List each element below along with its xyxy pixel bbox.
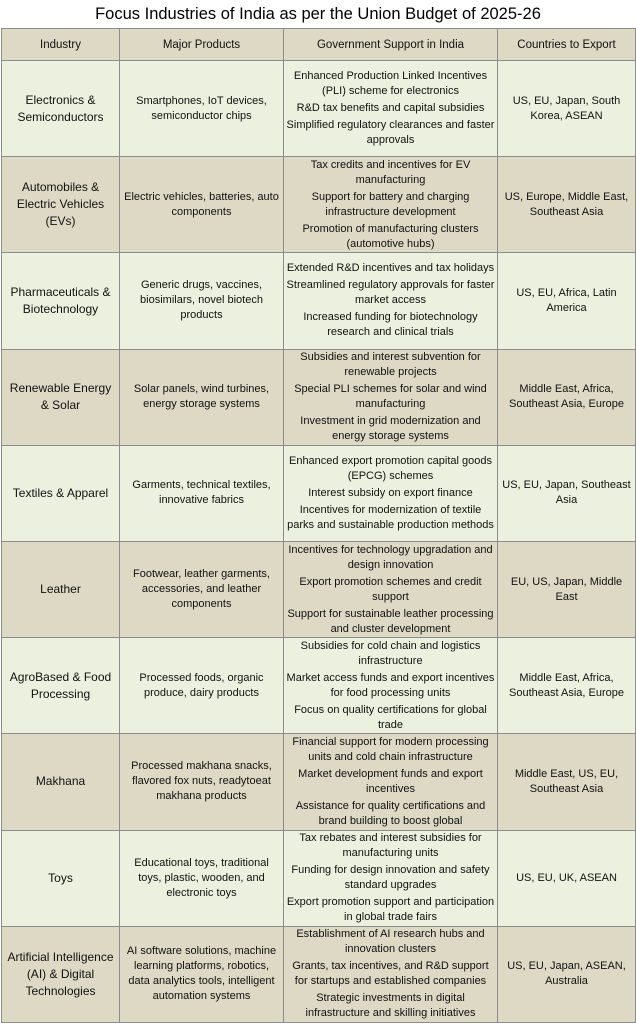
support-item: Assistance for quality certifications and brand building to boost global	[295, 799, 486, 827]
support-cell	[284, 157, 498, 253]
header-countries-to-export: Countries to Export	[498, 29, 636, 61]
support-item: Export promotion support and participation in global trade fairs	[286, 896, 495, 924]
products-cell: Footwear, leather garments, accessories, and leather components	[120, 541, 284, 637]
support-cell	[284, 445, 498, 541]
industry-cell: Textiles & Apparel	[2, 445, 120, 541]
support-item: Streamlined regulatory approvals for faster market access	[286, 279, 495, 307]
countries-cell: US, EU, UK, ASEAN	[498, 830, 636, 926]
support-cell	[284, 638, 498, 734]
table-row	[2, 61, 636, 157]
support-cell	[284, 830, 498, 926]
header-row	[2, 29, 636, 61]
support-item: Incentives for modernization of textile parks and sustainable production methods	[287, 503, 494, 531]
table-row	[2, 830, 636, 926]
industry-cell: Renewable Energy & Solar	[2, 349, 120, 445]
support-item: Grants, tax incentives, and R&D support for startups and established companies	[292, 960, 489, 988]
support-item: Focus on quality certifications for global trade	[294, 703, 487, 731]
support-cell	[284, 926, 498, 1022]
countries-cell: EU, US, Japan, Middle East	[498, 541, 636, 637]
countries-cell: US, Europe, Middle East, Southeast Asia	[498, 157, 636, 253]
support-item: R&D tax benefits and capital subsidies	[296, 102, 485, 115]
industry-cell: Makhana	[2, 734, 120, 830]
support-item: Subsidies for cold chain and logistics infrastructure	[300, 639, 481, 667]
support-item: Support for sustainable leather processing and cluster development	[287, 607, 494, 635]
support-item: Special PLI schemes for solar and wind manufacturing	[294, 383, 487, 411]
support-cell	[284, 734, 498, 830]
countries-cell: Middle East, Africa, Southeast Asia, Europe	[498, 349, 636, 445]
support-item: Investment in grid modernization and energy storage systems	[300, 415, 481, 443]
products-cell: AI software solutions, machine learning platforms, robotics, data analytics tools, intelligent automation systems	[120, 926, 284, 1022]
products-cell: Solar panels, wind turbines, energy storage systems	[120, 349, 284, 445]
industry-cell: Automobiles & Electric Vehicles (EVs)	[2, 157, 120, 253]
countries-cell: US, EU, Japan, Southeast Asia	[498, 445, 636, 541]
support-item: Tax rebates and interest subsidies for manufacturing units	[299, 832, 482, 860]
support-item: Incentives for technology upgradation and design innovation	[288, 543, 493, 571]
page-title: Focus Industries of India as per the Union Budget of 2025-26	[95, 5, 541, 23]
countries-cell: Middle East, US, EU, Southeast Asia	[498, 734, 636, 830]
table-row	[2, 157, 636, 253]
industry-cell: Electronics & Semiconductors	[2, 61, 120, 157]
support-item: Funding for design innovation and safety standard upgrades	[291, 864, 490, 892]
support-item: Strategic investments in digital infrastructure and skilling initiatives	[305, 992, 476, 1020]
support-item: Enhanced export promotion capital goods (EPCG) schemes	[288, 454, 493, 482]
support-item: Promotion of manufacturing clusters (automotive hubs)	[302, 222, 479, 250]
industry-cell: Pharmaceuticals & Biotechnology	[2, 253, 120, 349]
products-cell: Garments, technical textiles, innovative fabrics	[120, 445, 284, 541]
support-item: Tax credits and incentives for EV manufacturing	[310, 158, 471, 186]
industry-cell: Toys	[2, 830, 120, 926]
support-item: Market development funds and export incentives	[298, 767, 483, 795]
industry-cell: AgroBased & Food Processing	[2, 638, 120, 734]
support-item: Establishment of AI research hubs and innovation clusters	[296, 928, 485, 956]
industry-cell: Artificial Intelligence (AI) & Digital Technologies	[2, 926, 120, 1022]
table-row	[2, 638, 636, 734]
support-item: Interest subsidy on export finance	[308, 486, 473, 499]
support-cell	[284, 61, 498, 157]
table-row	[2, 734, 636, 830]
products-cell: Educational toys, traditional toys, plastic, wooden, and electronic toys	[120, 830, 284, 926]
table-row	[2, 253, 636, 349]
industries-table	[1, 28, 636, 1023]
table-body	[2, 61, 636, 1023]
countries-cell: US, EU, Japan, ASEAN, Australia	[498, 926, 636, 1022]
support-cell	[284, 253, 498, 349]
support-item: Market access funds and export incentives for food processing units	[286, 671, 495, 699]
table-row	[2, 445, 636, 541]
support-item: Financial support for modern processing units and cold chain infrastructure	[292, 735, 489, 763]
support-cell	[284, 541, 498, 637]
support-item: Increased funding for biotechnology research and clinical trials	[303, 311, 478, 339]
support-item: Export promotion schemes and credit support	[299, 575, 482, 603]
header-major-products: Major Products	[120, 29, 284, 61]
products-cell: Smartphones, IoT devices, semiconductor chips	[120, 61, 284, 157]
countries-cell: US, EU, Africa, Latin America	[498, 253, 636, 349]
countries-cell: Middle East, Africa, Southeast Asia, Europe	[498, 638, 636, 734]
table-row	[2, 541, 636, 637]
header-industry: Industry	[2, 29, 120, 61]
products-cell: Processed foods, organic produce, dairy products	[120, 638, 284, 734]
table-row	[2, 926, 636, 1022]
header-government-support: Government Support in India	[284, 29, 498, 61]
support-item: Simplified regulatory clearances and faster approvals	[286, 119, 495, 147]
products-cell: Electric vehicles, batteries, auto components	[120, 157, 284, 253]
support-item: Support for battery and charging infrastructure development	[311, 190, 470, 218]
table-row	[2, 349, 636, 445]
support-item: Extended R&D incentives and tax holidays	[286, 262, 495, 275]
products-cell: Generic drugs, vaccines, biosimilars, novel biotech products	[120, 253, 284, 349]
products-cell: Processed makhana snacks, flavored fox nuts, readytoeat makhana products	[120, 734, 284, 830]
support-item: Subsidies and interest subvention for renewable projects	[300, 351, 481, 379]
support-cell	[284, 349, 498, 445]
support-item: Enhanced Production Linked Incentives (PLI) scheme for electronics	[293, 70, 488, 98]
industry-cell: Leather	[2, 541, 120, 637]
countries-cell: US, EU, Japan, South Korea, ASEAN	[498, 61, 636, 157]
